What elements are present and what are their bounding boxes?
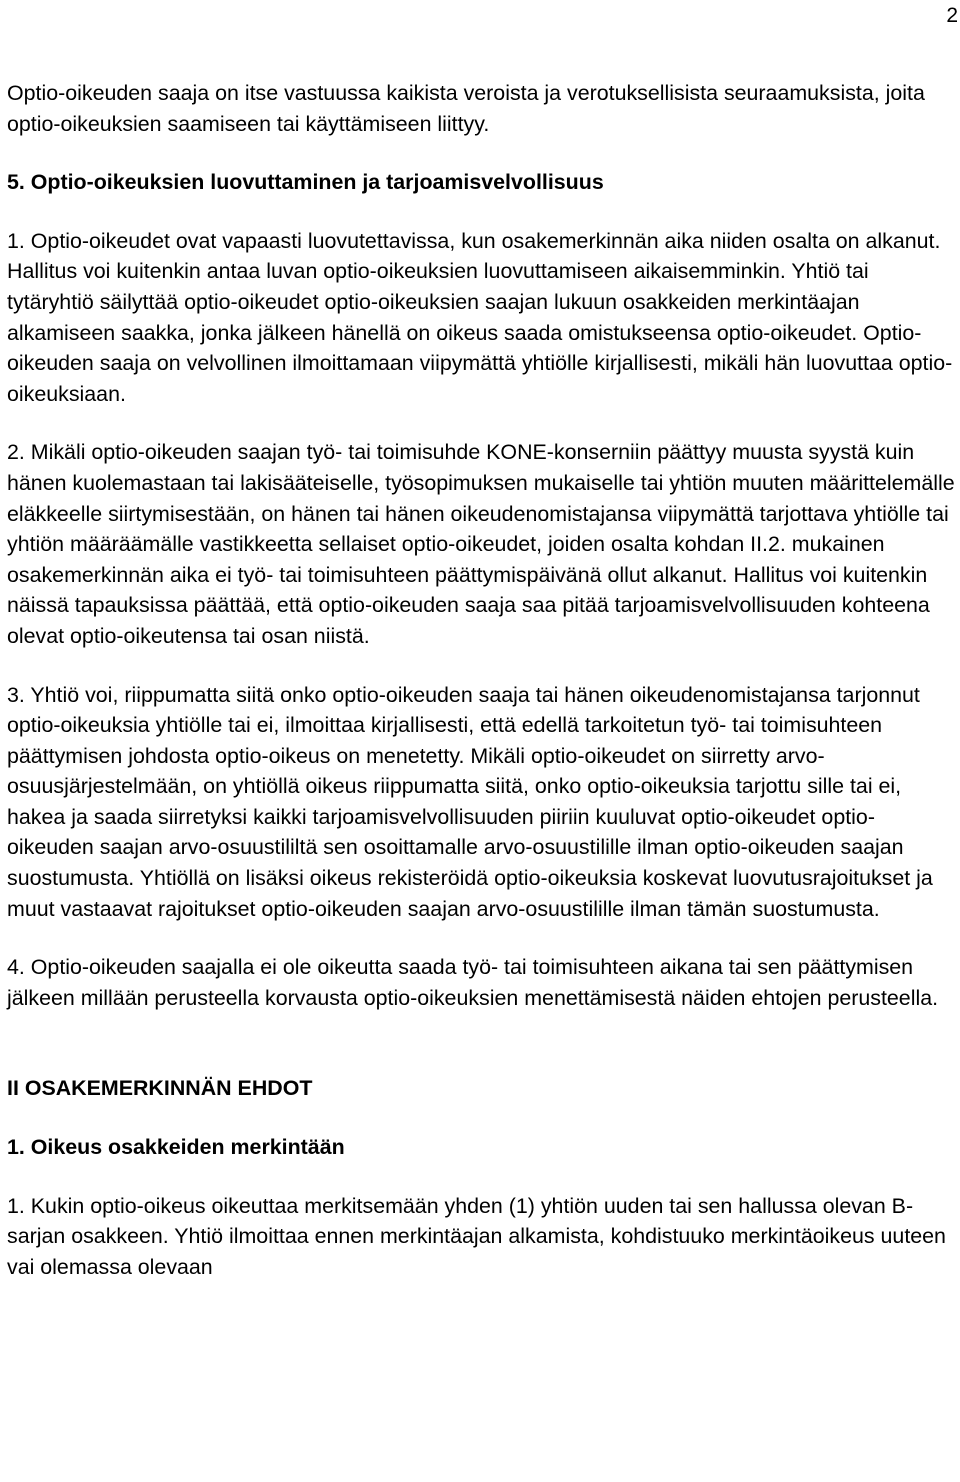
paragraph-5-1: 1. Optio-oikeudet ovat vapaasti luovutettavissa, kun osakemerkinnän aika niiden osalta on alkanut. Hallitus voi kuitenkin antaa luvan optio-oikeuksien luovuttamiseen aikaisemminkin. Yhtiö tai tytäryhtiö säilyttää optio-oikeudet optio-oikeuksien saajan lukuun osakkeiden merkintäajan alkamiseen saakka, jonka jälkeen hänellä on oikeus saada omistukseensa optio-oikeudet. Optio-oikeuden saaja on velvollinen ilmoittamaan viipymättä yhtiölle kirjallisesti, mikäli hän luovuttaa optio-oikeuksiaan. [7,228,953,406]
chapter-heading-subscription-terms: II OSAKEMERKINNÄN EHDOT [7,1076,313,1101]
page-number: 2 [946,4,958,27]
section-heading-transfer: 5. Optio-oikeuksien luovuttaminen ja tarjoamisvelvollisuus [7,170,604,195]
paragraph-tax-responsibility: Optio-oikeuden saaja on itse vastuussa kaikista veroista ja verotuksellisista seuraamuksista, joita optio-oikeuksien saamiseen tai käyttämiseen liittyy. [7,81,925,136]
section-heading-subscription-right: 1. Oikeus osakkeiden merkintään [7,1135,345,1160]
paragraph-II-1: 1. Kukin optio-oikeus oikeuttaa merkitsemään yhden (1) yhtiön uuden tai sen hallussa olevan B-sarjan osakkeen. Yhtiö ilmoittaa ennen merkintäajan alkamista, kohdistuuko merkintäoikeus uuteen vai olemassa olevaan [7,1193,946,1279]
paragraph-5-2: 2. Mikäli optio-oikeuden saajan työ- tai toimisuhde KONE-konserniin päättyy muusta syystä kuin hänen kuolemastaan tai lakisääteiselle, työsopimuksen mukaiselle tai yhtiön muuten määrittelemälle eläkkeelle siirtymisestään, on hänen tai hänen oikeudenomistajansa viipymättä tarjottava yhtiölle tai yhtiön määräämälle vastikkeetta sellaiset optio-oikeudet, joiden osalta kohdan II.2. mukainen osakemerkinnän aika ei työ- tai toimisuhteen päättymispäivänä ollut alkanut. Hallitus voi kuitenkin näissä tapauksissa päättää, että optio-oikeuden saaja saa pitää tarjoamisvelvollisuuden kohteena olevat optio-oikeutensa tai osan niistä. [7,440,955,648]
paragraph-5-4: 4. Optio-oikeuden saajalla ei ole oikeutta saada työ- tai toimisuhteen aikana tai sen päättymisen jälkeen millään perusteella korvausta optio-oikeuksien menettämisestä näiden ehtojen perusteella. [7,955,939,1010]
document-body [7,78,955,1282]
paragraph-5-3: 3. Yhtiö voi, riippumatta siitä onko optio-oikeuden saaja tai hänen oikeudenomistajansa tarjonnut optio-oikeuksia yhtiölle tai ei, ilmoittaa kirjallisesti, että edellä tarkoitetun työ- tai toimisuhteen päättymisen johdosta optio-oikeus on menetetty. Mikäli optio-oikeudet on siirretty arvo-osuusjärjestelmään, on yhtiöllä oikeus riippumatta siitä, onko optio-oikeuksia tarjottu sille tai ei, hakea ja saada siirretyksi kaikki tarjoamisvelvollisuuden piiriin kuuluvat optio-oikeudet optio-oikeuden saajan arvo-osuustililtä sen osoittamalle arvo-osuustilille ilman optio-oikeuden saajan suostumusta. Yhtiöllä on lisäksi oikeus rekisteröidä optio-oikeuksia koskevat luovutusrajoitukset ja muut vastaavat rajoitukset optio-oikeuden saajan arvo-osuustilille ilman tämän suostumusta. [7,682,933,921]
